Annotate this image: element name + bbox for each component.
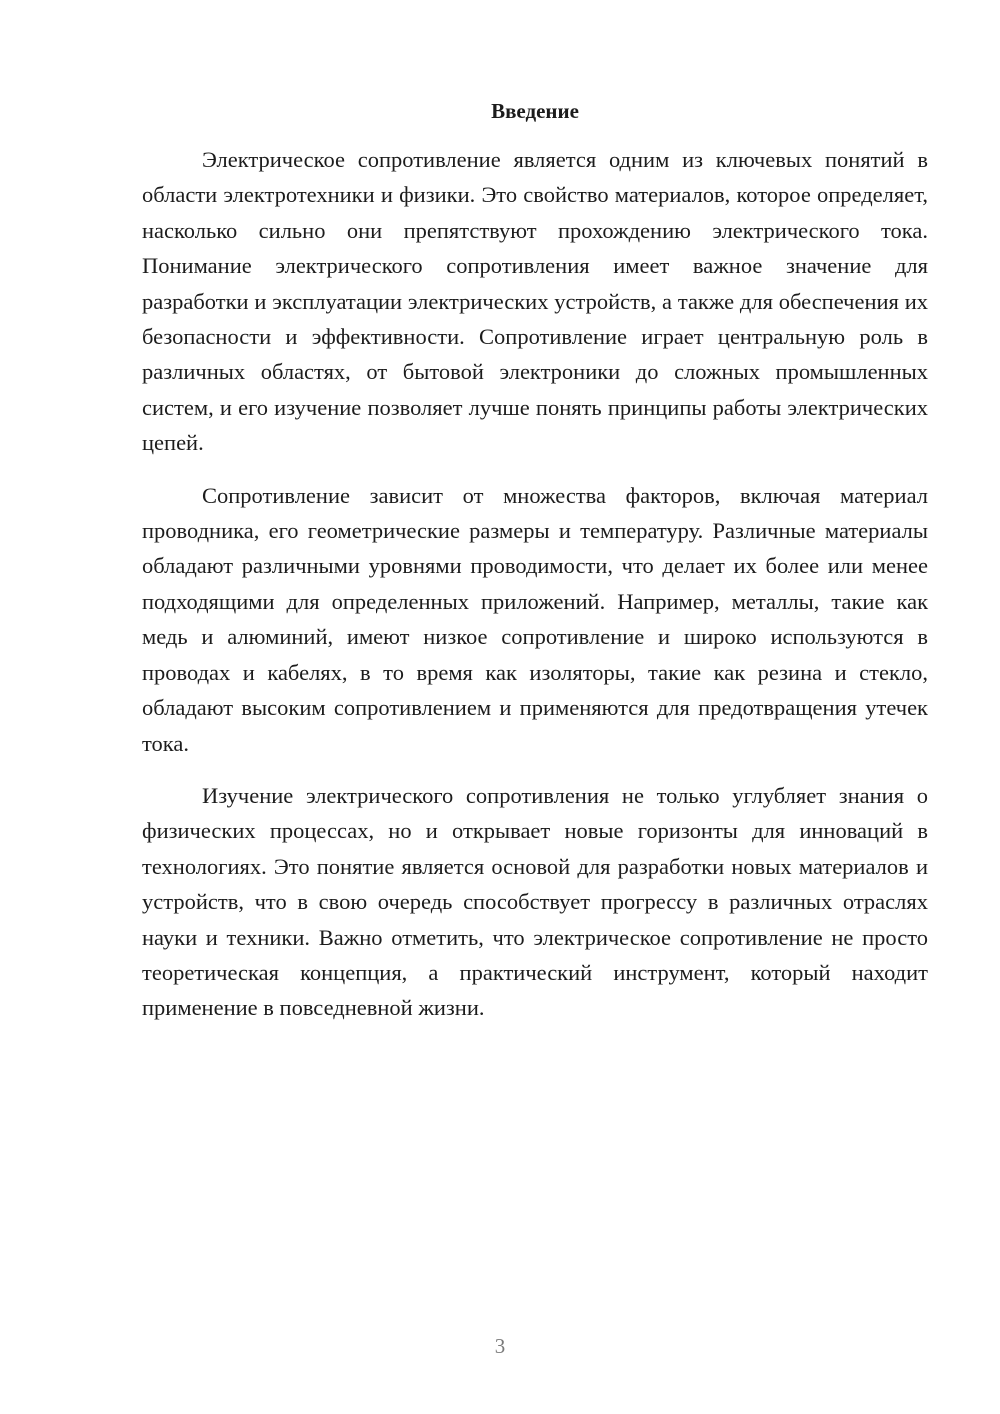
- section-title: Введение: [491, 99, 579, 123]
- paragraph-2: Сопротивление зависит от множества факторов, включая материал проводника, его геометрические размеры и температуру. Различные материалы обладают различными уровнями проводимости, что делает их более или менее подходящими для определенных приложений. Например, металлы, такие как медь и алюминий, имеют низкое сопротивление и широко используются в проводах и кабелях, в то время как изоляторы, такие как резина и стекло, обладают высоким сопротивлением и применяются для предотвращения утечек тока.: [142, 482, 928, 756]
- paragraph-3: Изучение электрического сопротивления не только углубляет знания о физических процессах, но и открывает новые горизонты для инноваций в технологиях. Это понятие является основой для разработки новых материалов и устройств, что в свою очередь способствует прогрессу в различных отраслях науки и техники. Важно отметить, что электрическое сопротивление не просто теоретическая концепция, а практический инструмент, который находит применение в повседневной жизни.: [142, 782, 928, 1021]
- paragraph-1: Электрическое сопротивление является одним из ключевых понятий в области электротехники и физики. Это свойство материалов, которое определяет, насколько сильно они препятствуют прохождению электрического тока. Понимание электрического сопротивления имеет важное значение для разработки и эксплуатации электрических устройств, а также для обеспечения их безопасности и эффективности. Сопротивление играет центральную роль в различных областях, от бытовой электроники до сложных промышленных систем, и его изучение позволяет лучше понять принципы работы электрических цепей.: [142, 147, 928, 456]
- body-text: [142, 142, 928, 1043]
- page-number: 3: [494, 1334, 506, 1358]
